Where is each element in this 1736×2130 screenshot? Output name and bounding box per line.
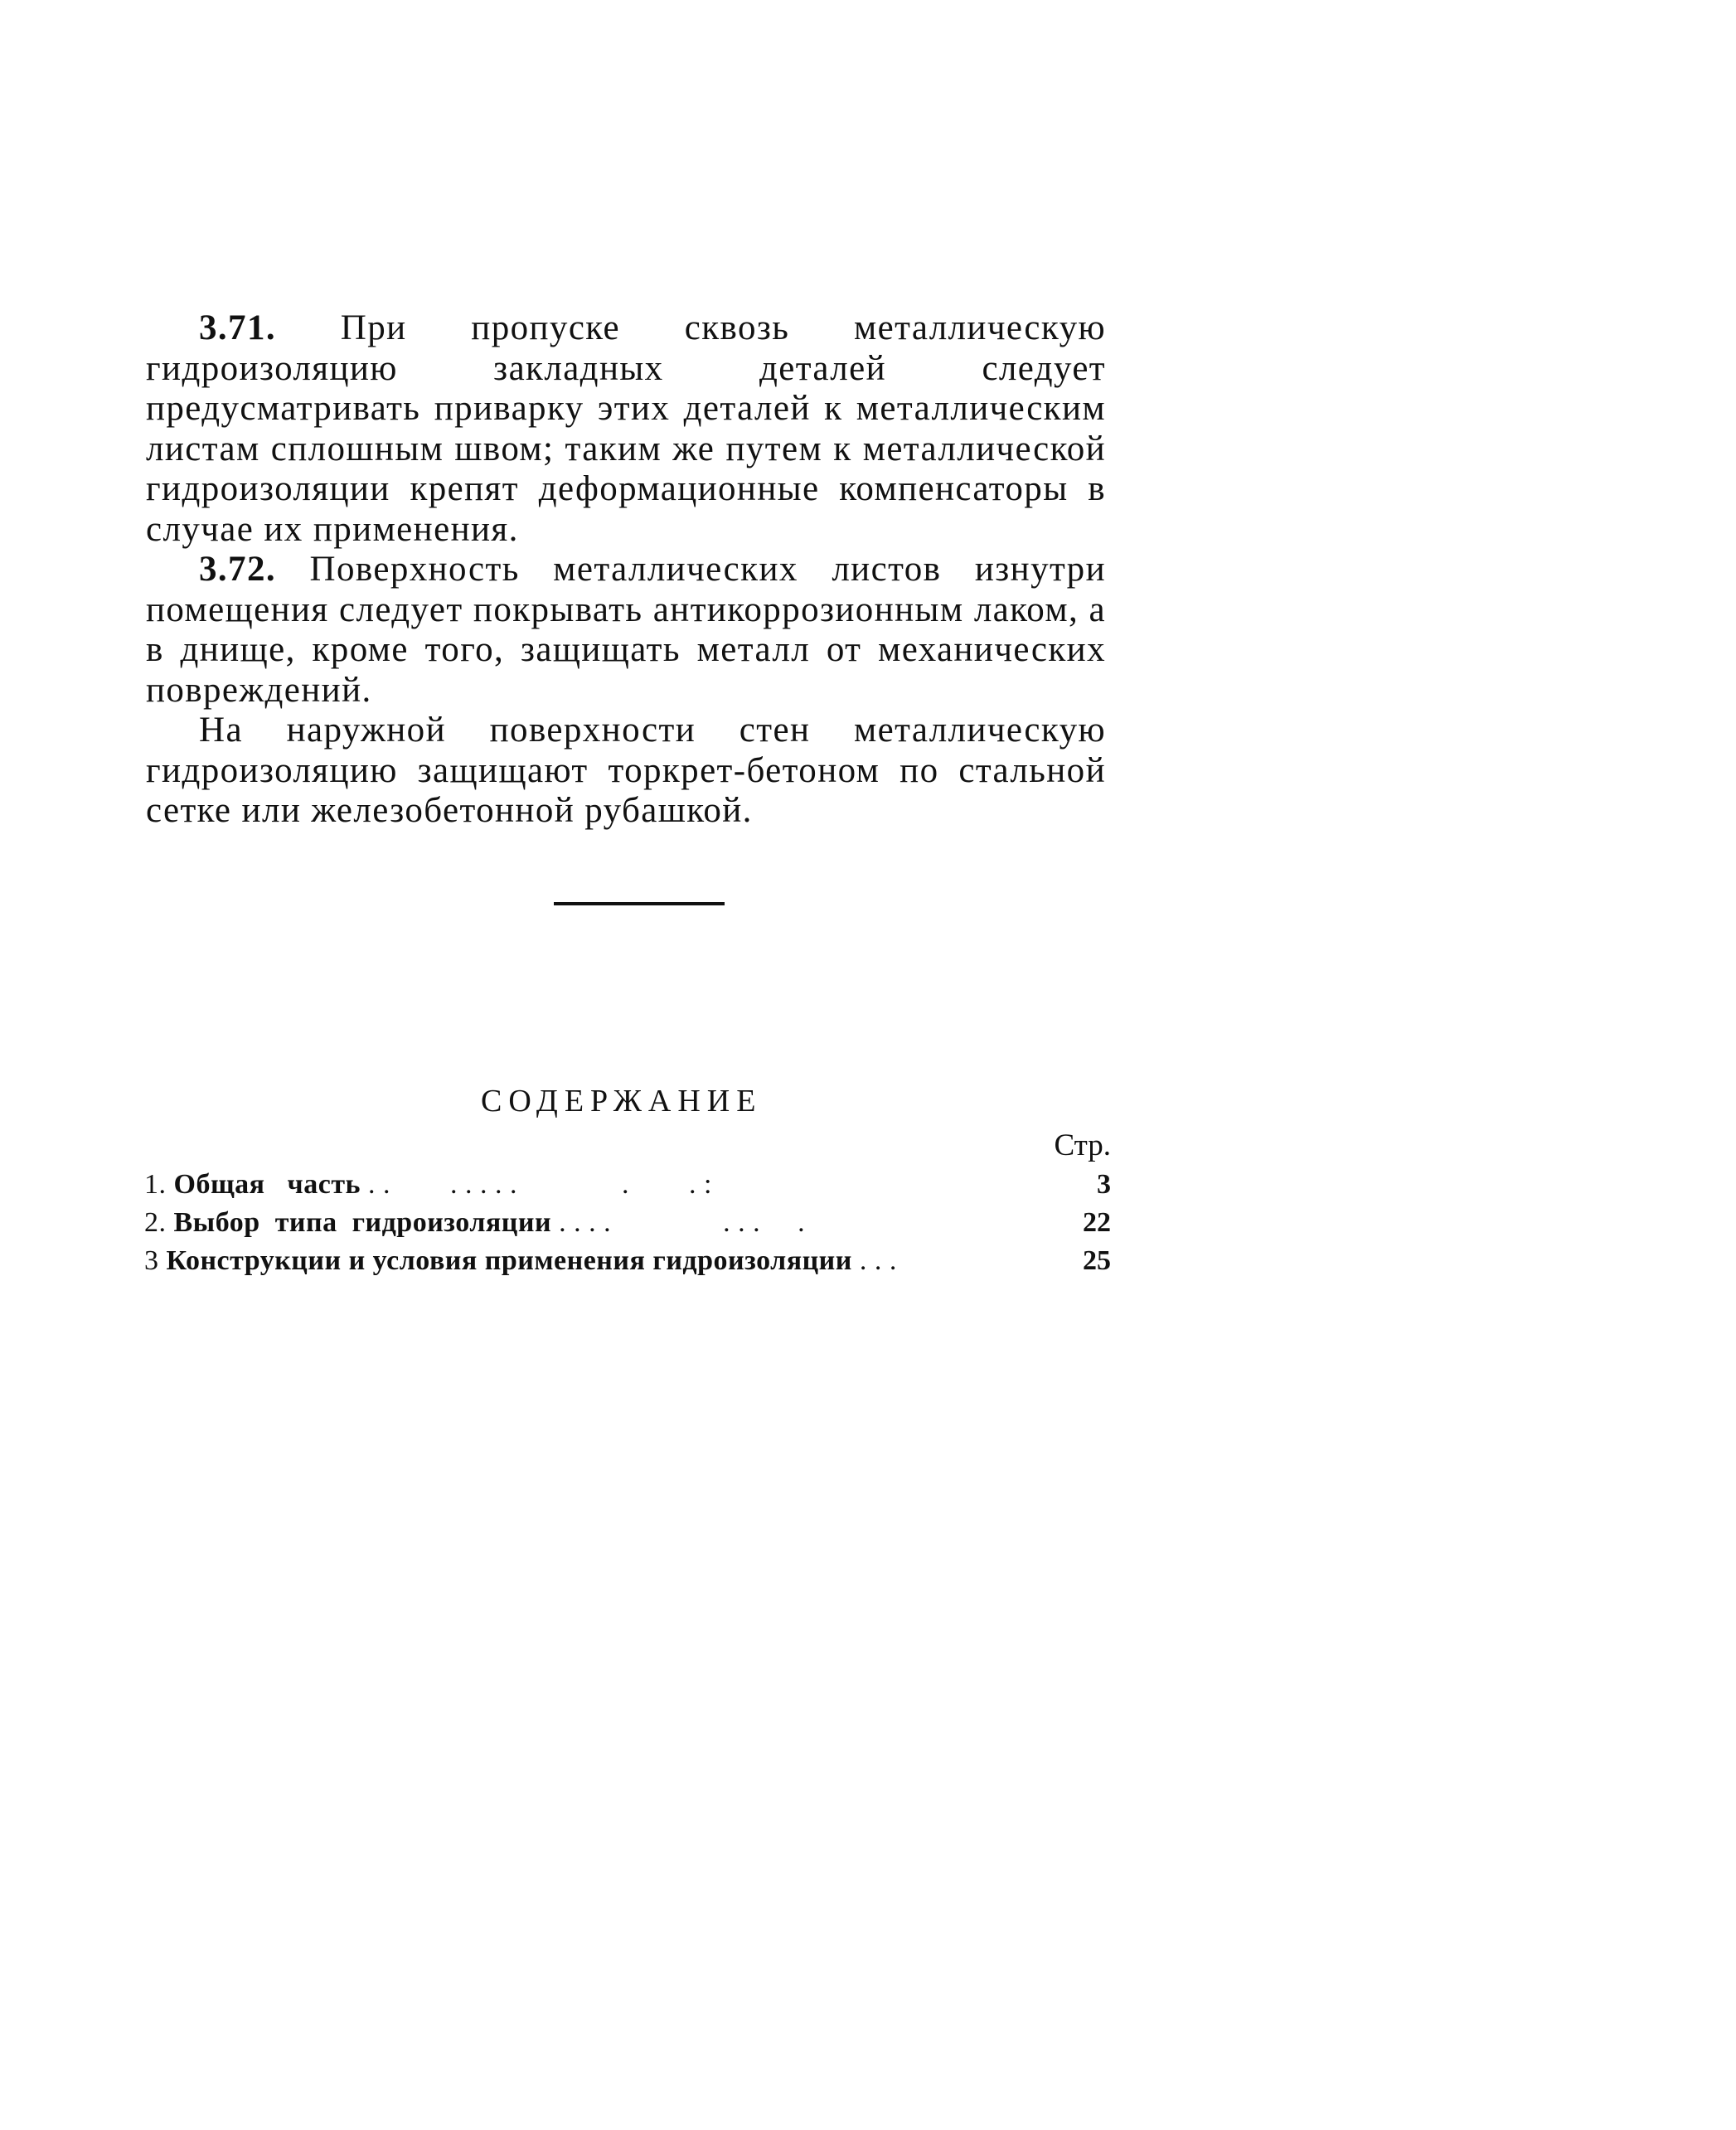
paragraph-text: На наружной поверхности стен металлическую гидроизоляцию защищают торкрет-бетоном по стальной сетке или железобетонной рубашкой. [146,711,1106,830]
body-text [146,308,1106,832]
toc-item-page: 3 [1097,1169,1111,1200]
toc-item-label: 1. Общая часть . . . . . . . . . : [144,1169,712,1200]
toc-leader: . . . . . . . . . : [361,1169,712,1200]
section-divider [554,902,725,905]
paragraph-outer-surface [146,711,1106,832]
paragraph-text: Поверхность металлических листов изнутри помещения следует покрывать антикоррозионным лаком, а в днище, кроме того, защищать металл от механических повреждений. [146,550,1106,710]
toc-item[interactable] [144,1242,1111,1280]
paragraph-3-72 [146,550,1106,711]
toc-item-page: 22 [1083,1207,1111,1238]
toc-item[interactable] [144,1166,1111,1204]
toc-item-label: 3 Конструкции и условия применения гидроизоляции . . . [144,1245,897,1276]
toc-item-label: 2. Выбор типа гидроизоляции . . . . . . . . [144,1207,806,1238]
paragraph-number: 3.71. [199,308,276,347]
paragraph-text: При пропуске сквозь металлическую гидроизоляцию закладных деталей следует предусматривать приварку этих деталей к металлическим листам сплошным швом; таким же путем к металлической гидроизоляции крепят деформационные компенсаторы в случае их применения. [146,308,1106,549]
paragraph-number: 3.72. [199,550,276,589]
toc-leader: . . . [851,1245,897,1276]
toc-item[interactable] [144,1204,1111,1242]
paragraph-3-71 [146,308,1106,550]
toc-title: СОДЕРЖАНИЕ [481,1084,763,1118]
toc-page-header: Стр. [1054,1128,1111,1162]
table-of-contents [144,1166,1111,1280]
toc-item-page: 25 [1083,1245,1111,1276]
toc-leader: . . . . . . . . [551,1207,806,1238]
